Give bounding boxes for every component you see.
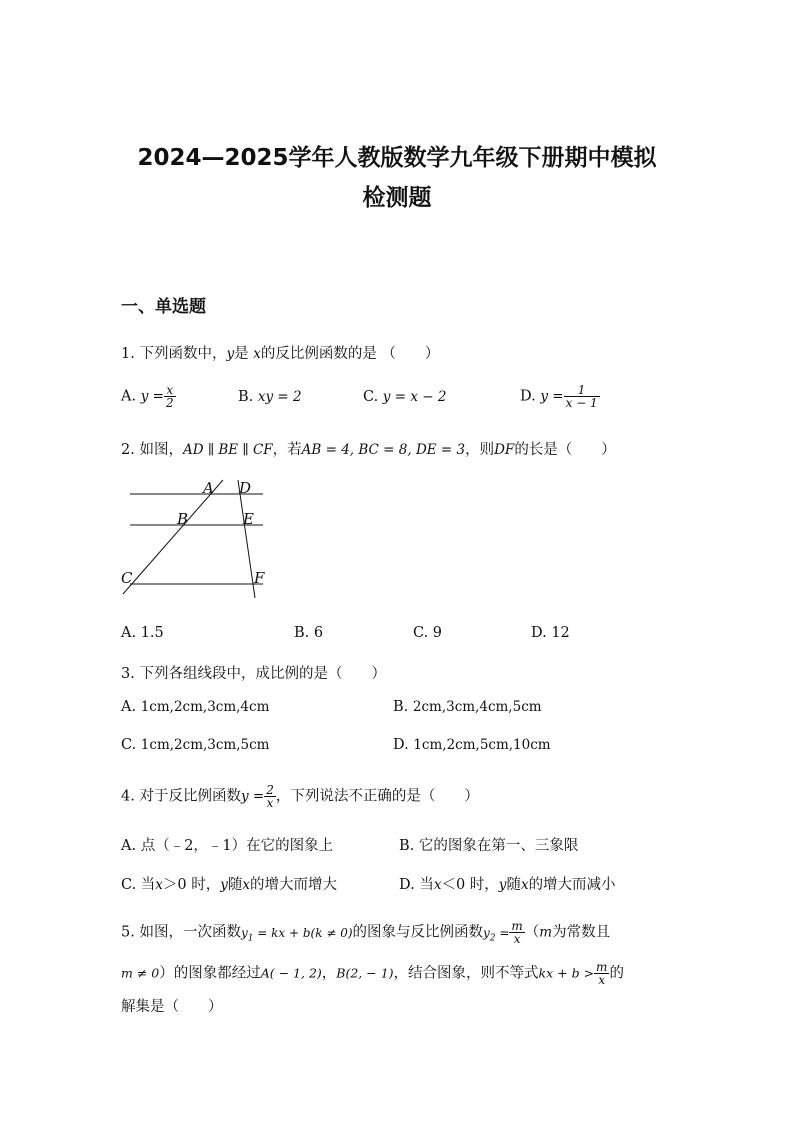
question-1-option-a[interactable]: A. y = $\frac{x}{2}$: [121, 383, 174, 410]
question-1-option-c[interactable]: C. y = x − 2: [363, 389, 447, 405]
document-title-line-1: 2024—2025学年人教版数学九年级下册期中模拟: [137, 145, 657, 171]
question-2-figure: [115, 476, 275, 602]
question-4-stem: 4. 对于反比例函数y = $\frac{2}{x}$ ，下列说法不正确的是（ ）: [121, 783, 479, 810]
question-4-option-a[interactable]: A. 点（﹣2，﹣1）在它的图象上: [121, 838, 334, 854]
label-a: A: [203, 479, 214, 497]
question-3-option-d[interactable]: D. 1cm,2cm,5cm,10cm: [393, 737, 551, 753]
question-5-stem-line-1: 5. 如图，一次函数$y_1$ = kx + b(k ≠ 0)的图象与反比例函数$y_2$ = $\frac{m}{x}$ （m为常数且: [121, 919, 611, 946]
question-4-option-c[interactable]: C. 当x＞0 时，y随x的增大而增大: [121, 877, 338, 893]
label-e: E: [243, 510, 254, 528]
transversal-df: [238, 480, 255, 598]
document-title-line-2: 检测题: [362, 185, 432, 211]
label-b: B: [177, 510, 189, 528]
question-2-stem: 2. 如图，AD ∥ BE ∥ CF，若AB = 4, BC = 8, DE = 3，则DF的长是（ ）: [121, 442, 616, 458]
question-3-option-c[interactable]: C. 1cm,2cm,3cm,5cm: [121, 737, 270, 753]
question-5-stem-line-2: m ≠ 0）的图象都经过A( − 1, 2)，B(2, − 1)，结合图象，则不等式kx + b > $\frac{m}{x}$ 的: [121, 960, 624, 987]
label-f: F: [254, 569, 265, 587]
question-3-option-a[interactable]: A. 1cm,2cm,3cm,4cm: [121, 699, 270, 715]
question-4-option-b[interactable]: B. 它的图象在第一、三象限: [399, 838, 579, 854]
label-c: C: [121, 569, 133, 587]
question-1-stem: 1. 下列函数中，y是 x的反比例函数的是 （ ）: [121, 346, 440, 362]
question-3-stem: 3. 下列各组线段中，成比例的是（ ）: [121, 666, 386, 682]
question-1-option-b[interactable]: B. xy = 2: [238, 389, 302, 405]
question-2-option-c[interactable]: C. 9: [413, 625, 443, 641]
question-5-stem-line-3: 解集是（ ）: [121, 999, 223, 1015]
question-2-option-b[interactable]: B. 6: [294, 625, 324, 641]
label-d: D: [239, 479, 252, 497]
question-1-option-d[interactable]: D. y = $\frac{1}{x - 1}$: [520, 383, 598, 410]
question-4-option-d[interactable]: D. 当x＜0 时，y随x的增大而减小: [399, 877, 616, 893]
section-heading-single-choice: 一、单选题: [121, 297, 206, 317]
question-2-option-a[interactable]: A. 1.5: [121, 625, 164, 641]
question-3-option-b[interactable]: B. 2cm,3cm,4cm,5cm: [393, 699, 542, 715]
transversal-ac: [123, 480, 223, 594]
question-2-option-d[interactable]: D. 12: [531, 625, 570, 641]
